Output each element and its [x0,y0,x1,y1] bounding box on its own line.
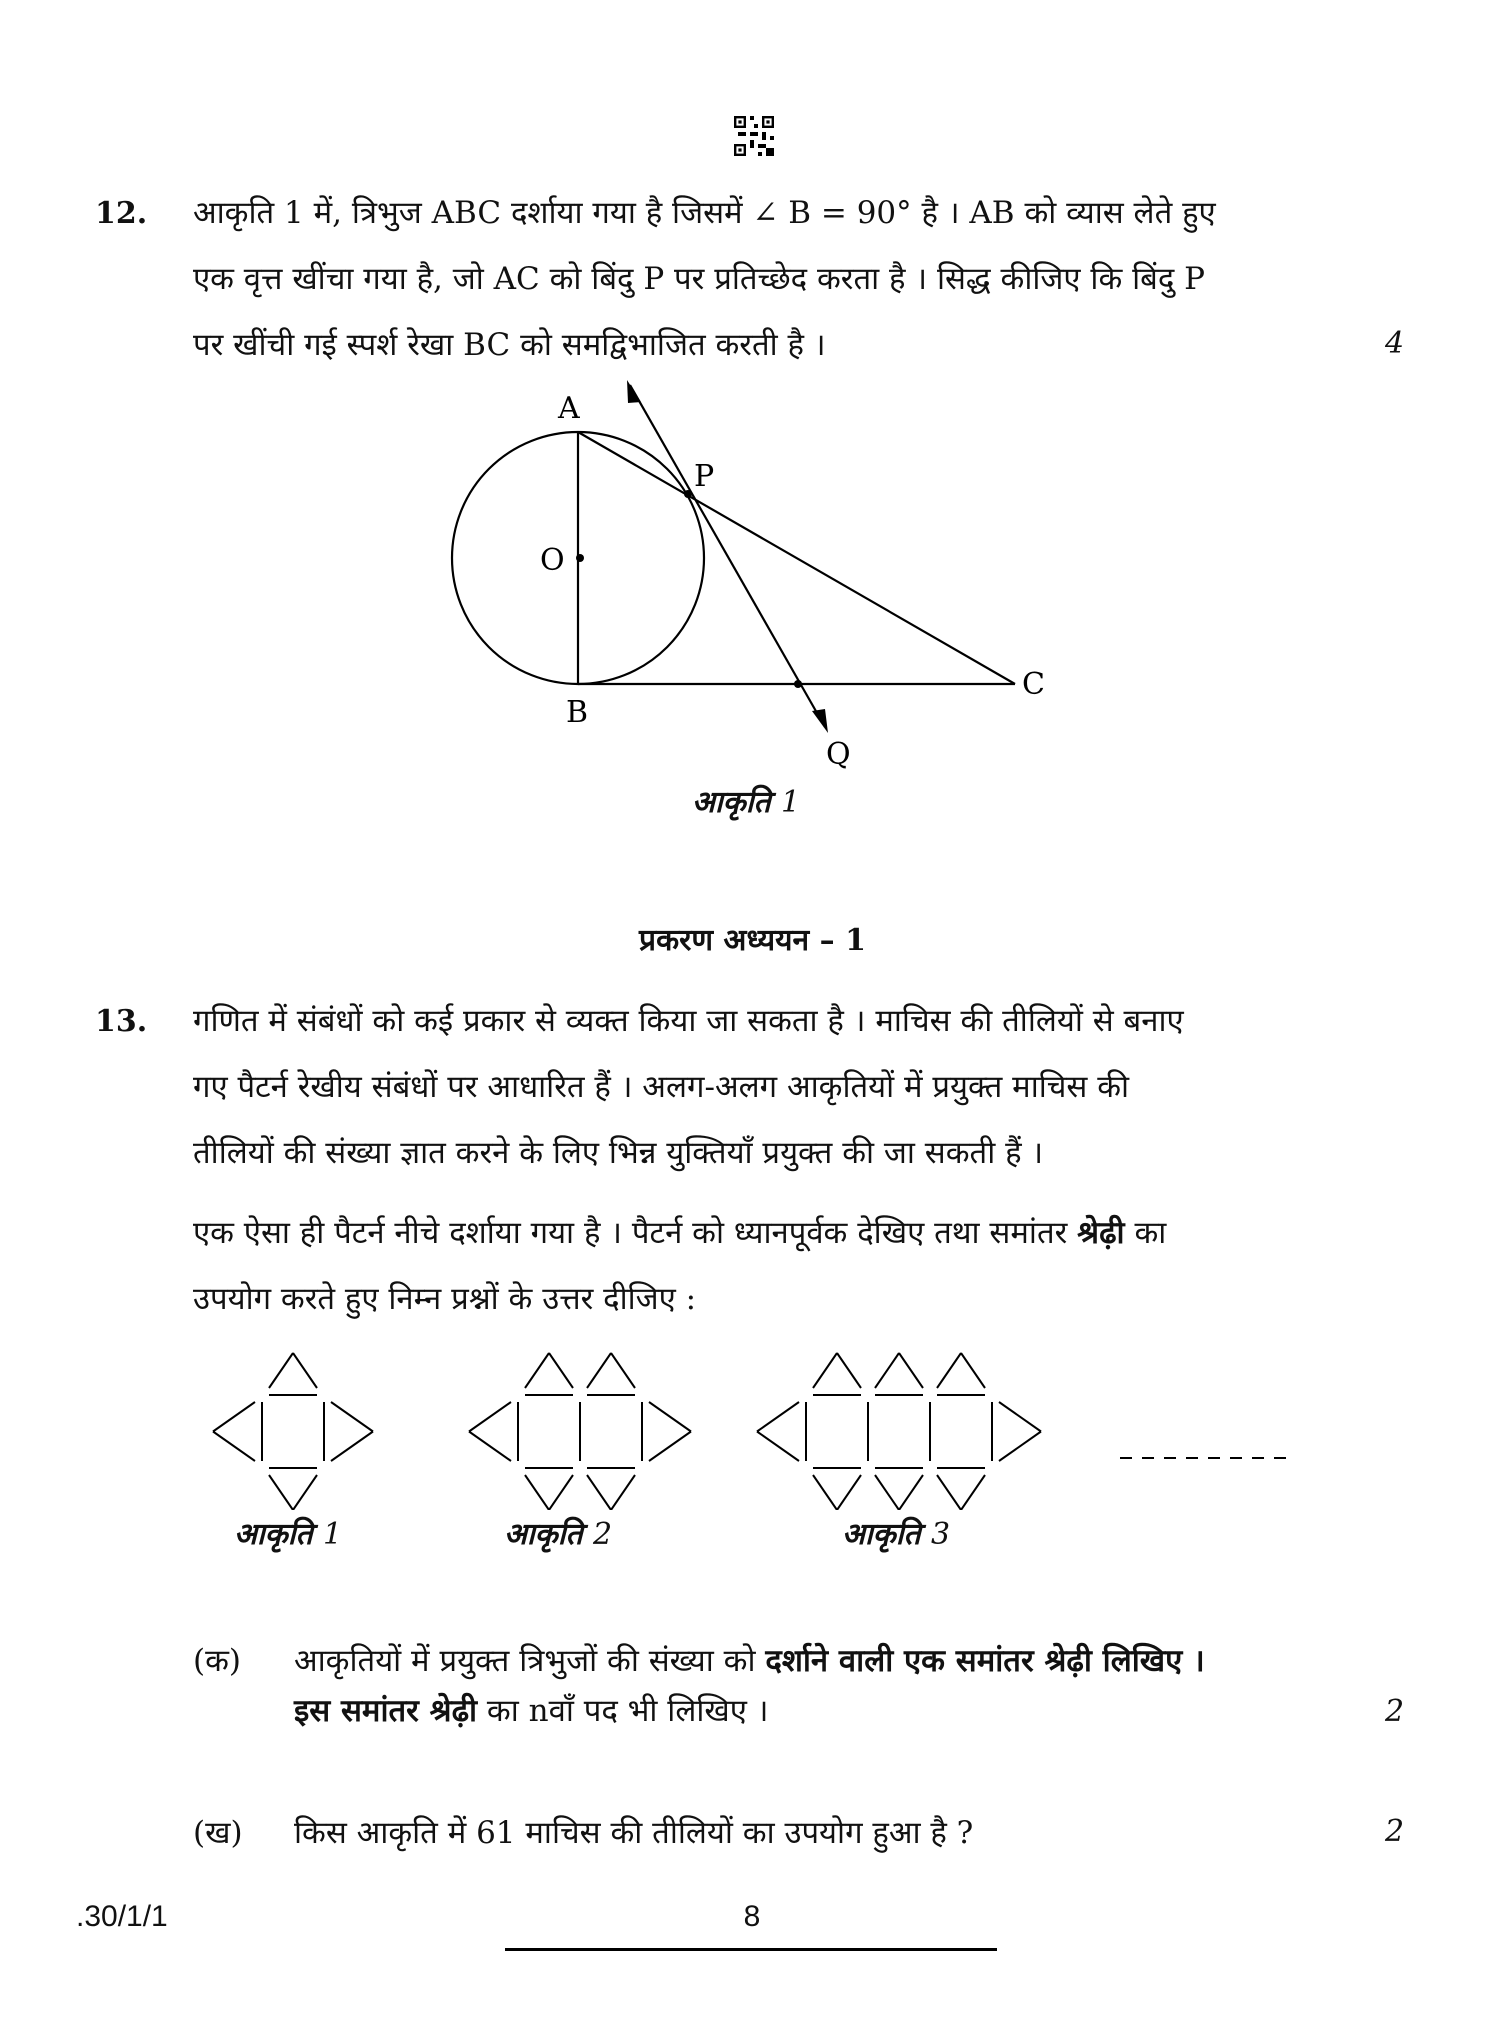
matchstick [813,1353,837,1388]
matchstick [331,1432,373,1462]
label-q: Q [826,737,851,772]
label-p: P [694,459,715,494]
caption-number: 3 [931,1517,951,1552]
matchstick [269,1475,293,1510]
question-text-line: तीलियों की संख्या ज्ञात करने के लिए भिन्न युक्तियाँ प्रयुक्त की जा सकती हैं । [193,1135,1044,1171]
text-run-bold: श्रेढ़ी [1077,1215,1125,1251]
matchstick [611,1353,635,1388]
point-p [684,490,692,498]
matchstick [961,1475,985,1510]
tangent-line [630,385,825,727]
question-text-line: गए पैटर्न रेखीय संबंधों पर आधारित हैं । अलग-अलग आकृतियों में प्रयुक्त माचिस की [193,1069,1130,1105]
matchstick [213,1402,255,1432]
matchstick-patterns [200,1340,1300,1510]
matchstick [999,1432,1041,1462]
qr-code-icon [734,116,774,156]
question-text-line: एक वृत्त खींचा गया है, जो AC को बिंदु P पर प्रतिच्छेद करता है । सिद्ध कीजिए कि बिंदु P [193,261,1206,297]
label-b: B [566,695,589,730]
matchstick [837,1353,861,1388]
pattern-caption [234,1512,342,1553]
matchstick [649,1402,691,1432]
matchstick [899,1353,923,1388]
matchstick [757,1402,799,1432]
subpart-label: (क) [193,1643,241,1679]
matchstick [469,1402,511,1432]
caption-word: आकृति [842,1517,921,1552]
label-c: C [1022,667,1045,702]
page-number: 8 [743,1900,761,1933]
question-text-line [193,1200,1343,1266]
text-run: एक ऐसा ही पैटर्न नीचे दर्शाया गया है । पैटर्न को ध्यानपूर्वक देखिए तथा समांतर [193,1215,1078,1251]
matchstick [649,1432,691,1462]
question-number: 12. [95,196,148,231]
text-run-bold: दर्शाने वाली एक समांतर श्रेढ़ी लिखिए । [765,1643,1205,1679]
text-run: का [1124,1215,1167,1251]
matchstick [875,1353,899,1388]
matchstick [293,1475,317,1510]
marks: 2 [1385,1694,1405,1729]
text-run: आकृतियों में प्रयुक्त त्रिभुजों की संख्या को [294,1643,766,1679]
matchstick [757,1432,799,1462]
figure-caption [692,780,800,821]
matchstick [587,1353,611,1388]
geometry-figure [430,370,1080,790]
arrowhead-down [812,709,828,733]
footer-rule [505,1948,997,1951]
matchstick [525,1353,549,1388]
matchstick [837,1475,861,1510]
matchstick [611,1475,635,1510]
question-text-line: गणित में संबंधों को कई प्रकार से व्यक्त किया जा सकता है । माचिस की तीलियों से बनाए [193,1003,1184,1039]
question-text-line: आकृति 1 में, त्रिभुज ABC दर्शाया गया है जिसमें ∠ B = 90° है । AB को व्यास लेते हुए [193,195,1216,231]
caption-number: 1 [781,785,801,820]
matchstick [937,1353,961,1388]
question-text-line: पर खींची गई स्पर्श रेखा BC को समद्विभाजित करती है । [193,327,826,363]
matchstick [293,1353,317,1388]
matchstick [937,1475,961,1510]
caption-word: आकृति [234,1517,313,1552]
matchstick [549,1475,573,1510]
arrowhead-up [627,380,641,403]
caption-number: 1 [323,1517,343,1552]
matchstick [525,1475,549,1510]
matchstick [899,1475,923,1510]
label-o: O [540,543,565,578]
question-number: 13. [95,1004,148,1039]
subpart-text-line [294,1678,1344,1744]
subpart-label: (ख) [193,1815,243,1851]
caption-word: आकृति [504,1517,583,1552]
matchstick [549,1353,573,1388]
matchstick [961,1353,985,1388]
marks: 4 [1385,326,1405,361]
text-run-bold: इस समांतर श्रेढ़ी [294,1693,478,1729]
text-run: का nवाँ पद भी लिखिए । [477,1693,769,1729]
subpart-text-line: किस आकृति में 61 माचिस की तीलियों का उपयोग हुआ है ? [294,1815,974,1851]
caption-word: आकृति [692,785,771,820]
matchstick [875,1475,899,1510]
matchstick [331,1402,373,1432]
matchstick [999,1402,1041,1432]
marks: 2 [1385,1814,1405,1849]
question-text-line: उपयोग करते हुए निम्न प्रश्नों के उत्तर दीजिए : [193,1281,697,1317]
section-heading: प्रकरण अध्ययन – 1 [639,923,866,958]
label-a: A [558,391,580,426]
matchstick [587,1475,611,1510]
caption-number: 2 [593,1517,613,1552]
pattern-caption [504,1512,612,1553]
pattern-caption [842,1512,950,1553]
point-o [576,554,584,562]
side-ac [578,432,1015,684]
point-q-mid [794,680,802,688]
matchstick [269,1353,293,1388]
matchstick [213,1432,255,1462]
matchstick [469,1432,511,1462]
matchstick [813,1475,837,1510]
paper-code: .30/1/1 [76,1900,168,1933]
